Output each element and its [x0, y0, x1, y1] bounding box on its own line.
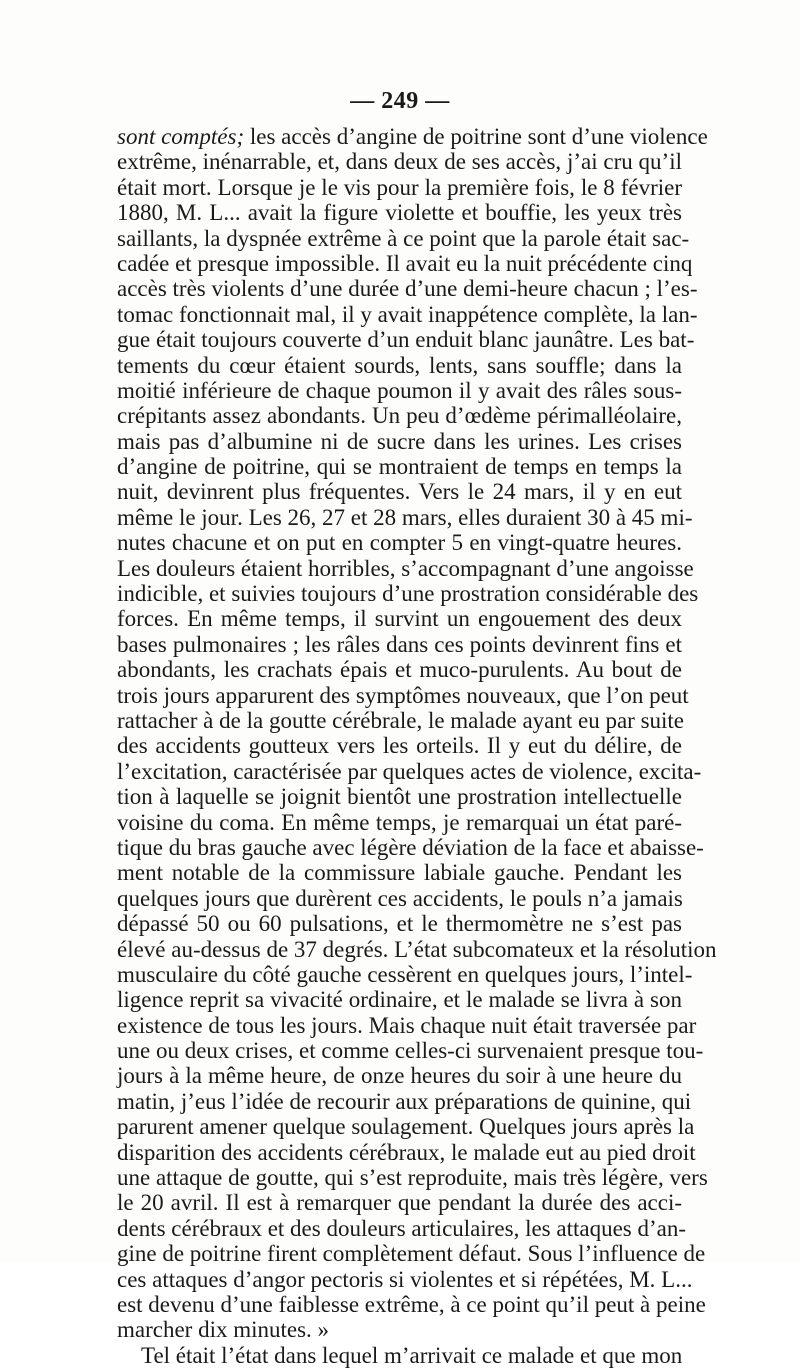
text-line	[117, 454, 682, 479]
line-text: accès très violents d’une durée d’une demi-heure chacun ; l’es-	[117, 276, 698, 302]
line-text: mais pas d’albumine ni de sucre dans les urines. Les crises	[117, 428, 682, 454]
line-text: tements du cœur étaient sourds, lents, sans souffle; dans la	[117, 352, 682, 378]
line-text: jours à la même heure, de onze heures du soir à une heure du	[117, 1063, 682, 1089]
line-text: forces. En même temps, il survint un engouement des deux	[117, 606, 682, 632]
line-text: voisine du coma. En même temps, je remarquai un état paré-	[117, 809, 682, 835]
text-line	[117, 149, 682, 174]
line-text: même le jour. Les 26, 27 et 28 mars, elles duraient 30 à 45 mi-	[117, 504, 693, 530]
line-text: matin, j’eus l’idée de recourir aux préparations de quinine, qui	[117, 1088, 692, 1114]
line-text: tique du bras gauche avec légère déviation de la face et abaisse-	[117, 834, 704, 860]
text-line	[117, 1088, 692, 1114]
line-text: rattacher à de la goutte cérébrale, le malade ayant eu par suite	[117, 707, 685, 733]
line-text: ment notable de la commissure labiale gauche. Pendant les	[117, 860, 682, 886]
text-line	[117, 1266, 693, 1292]
text-line	[117, 1012, 697, 1038]
line-text: indicible, et suivies toujours d’une prostration considérable des	[117, 581, 699, 607]
line-text: tomac fonctionnait mal, il y avait inappétence complète, la lan-	[117, 301, 698, 327]
text-line	[117, 353, 682, 378]
line-text: trois jours apparurent des symptômes nouveaux, que l’on peut	[117, 682, 689, 708]
text-line	[117, 886, 682, 911]
text-line	[117, 225, 690, 251]
line-text: le 20 avril. Il est à remarquer que pendant la durée des acci-	[117, 1190, 682, 1216]
text-line	[117, 327, 695, 353]
line-text: gine de poitrine firent complètement défaut. Sous l’influence de	[117, 1241, 706, 1267]
line-text: moitié inférieure de chaque poumon il y avait des râles sous-	[117, 377, 682, 403]
text-line	[117, 276, 698, 302]
line-text: musculaire du côté gauche cessèrent en quelques jours, l’intel-	[117, 961, 693, 987]
text-line	[117, 1063, 682, 1088]
text-line	[117, 530, 682, 555]
text-line	[117, 1165, 708, 1191]
line-text: abondants, les crachats épais et muco-purulents. Au bout de	[117, 657, 682, 683]
text-line	[117, 810, 682, 835]
line-text: existence de tous les jours. Mais chaque nuit était traversée par	[117, 1012, 697, 1038]
line-text: l’excitation, caractérisée par quelques actes de violence, excita-	[117, 758, 702, 784]
text-line	[117, 682, 689, 708]
body-text	[117, 124, 717, 1368]
line-text: dépassé 50 ou 60 pulsations, et le thermomètre ne s’est pas	[117, 911, 682, 937]
line-text: ces attaques d’angor pectoris si violentes et si répétées, M. L...	[117, 1266, 693, 1292]
text-line	[117, 504, 693, 530]
text-line	[117, 834, 704, 860]
text-line	[117, 733, 682, 758]
text-line	[117, 250, 693, 276]
line-text: nutes chacune et on put en compter 5 en vingt-quatre heures.	[117, 530, 682, 556]
text-line	[117, 555, 694, 581]
text-line	[117, 200, 682, 225]
text-line	[117, 606, 682, 631]
text-line	[117, 707, 685, 733]
text-line	[117, 1291, 706, 1317]
page-number: — 249 —	[350, 88, 450, 114]
line-text: parurent amener quelque soulagement. Quelques jours après la	[117, 1114, 695, 1140]
text-line	[117, 860, 682, 885]
text-line	[117, 632, 682, 657]
text-line	[117, 124, 708, 149]
line-text: saillants, la dyspnée extrême à ce point que la parole était sac-	[117, 225, 690, 251]
line-text: nuit, devinrent plus fréquentes. Vers le 24 mars, il y en eut	[117, 479, 682, 505]
line-text: une attaque de goutte, qui s’est reproduite, mais très légère, vers	[117, 1165, 708, 1191]
line-text: tion à laquelle se joignit bientôt une prostration intellectuelle	[117, 784, 682, 810]
line-text: d’angine de poitrine, qui se montraient de temps en temps la	[117, 454, 682, 480]
line-text: crépitants assez abondants. Un peu d’œdème périmalléolaire,	[117, 403, 682, 429]
text-line	[117, 657, 682, 682]
text-line	[117, 987, 682, 1012]
line-text: quelques jours que durèrent ces accidents, le pouls n’a jamais	[117, 885, 683, 911]
text-line	[117, 1139, 696, 1165]
line-text: 1880, M. L... avait la figure violette et bouffie, les yeux très	[117, 200, 682, 226]
italic-phrase: sont comptés;	[117, 124, 245, 149]
text-line	[117, 1190, 682, 1215]
line-text: disparition des accidents cérébraux, le malade eut au pied droit	[117, 1139, 696, 1165]
line-text: extrême, inénarrable, et, dans deux de ses accès, j’ai cru qu’il	[117, 149, 682, 175]
line-text: Tel était l’état dans lequel m’arrivait ce malade et que mon	[141, 1342, 683, 1368]
text-line	[117, 1317, 682, 1342]
line-text: est devenu d’une faiblesse extrême, à ce point qu’il peut à peine	[117, 1291, 706, 1317]
text-line	[117, 911, 682, 936]
line-text: dents cérébraux et des douleurs articulaires, les attaques d’an-	[117, 1215, 687, 1241]
text-line	[117, 1241, 706, 1267]
text-line	[117, 403, 682, 428]
line-text: marcher dix minutes. »	[117, 1317, 330, 1343]
line-text: les accès d’angine de poitrine sont d’une violence	[244, 124, 708, 149]
text-line	[117, 378, 682, 403]
text-line	[117, 961, 693, 987]
text-line	[117, 1114, 695, 1140]
line-text: ligence reprit sa vivacité ordinaire, et le malade se livra à son	[117, 987, 682, 1013]
text-line	[117, 479, 682, 504]
line-text: était mort. Lorsque je le vis pour la première fois, le 8 février	[117, 174, 682, 200]
text-line	[117, 1215, 687, 1241]
text-line	[117, 429, 682, 454]
text-line	[117, 758, 702, 784]
text-line	[117, 1038, 704, 1064]
line-text: une ou deux crises, et comme celles-ci survenaient presque tou-	[117, 1038, 704, 1064]
text-line	[117, 581, 699, 607]
line-text: cadée et presque impossible. Il avait eu la nuit précédente cinq	[117, 250, 693, 276]
line-text: gue était toujours couverte d’un enduit blanc jaunâtre. Les bat-	[117, 327, 695, 353]
text-line	[117, 301, 698, 327]
line-text: élevé au-dessus de 37 degrés. L’état subcomateux et la résolution	[117, 936, 717, 962]
line-text: bases pulmonaires ; les râles dans ces points devinrent fins et	[117, 631, 682, 657]
text-line	[117, 936, 717, 962]
text-line	[117, 784, 682, 809]
text-line	[117, 175, 682, 200]
line-text: des accidents goutteux vers les orteils. Il y eut du délire, de	[117, 733, 682, 759]
line-text: Les douleurs étaient horribles, s’accompagnant d’une angoisse	[117, 555, 694, 581]
text-line	[117, 1343, 682, 1368]
